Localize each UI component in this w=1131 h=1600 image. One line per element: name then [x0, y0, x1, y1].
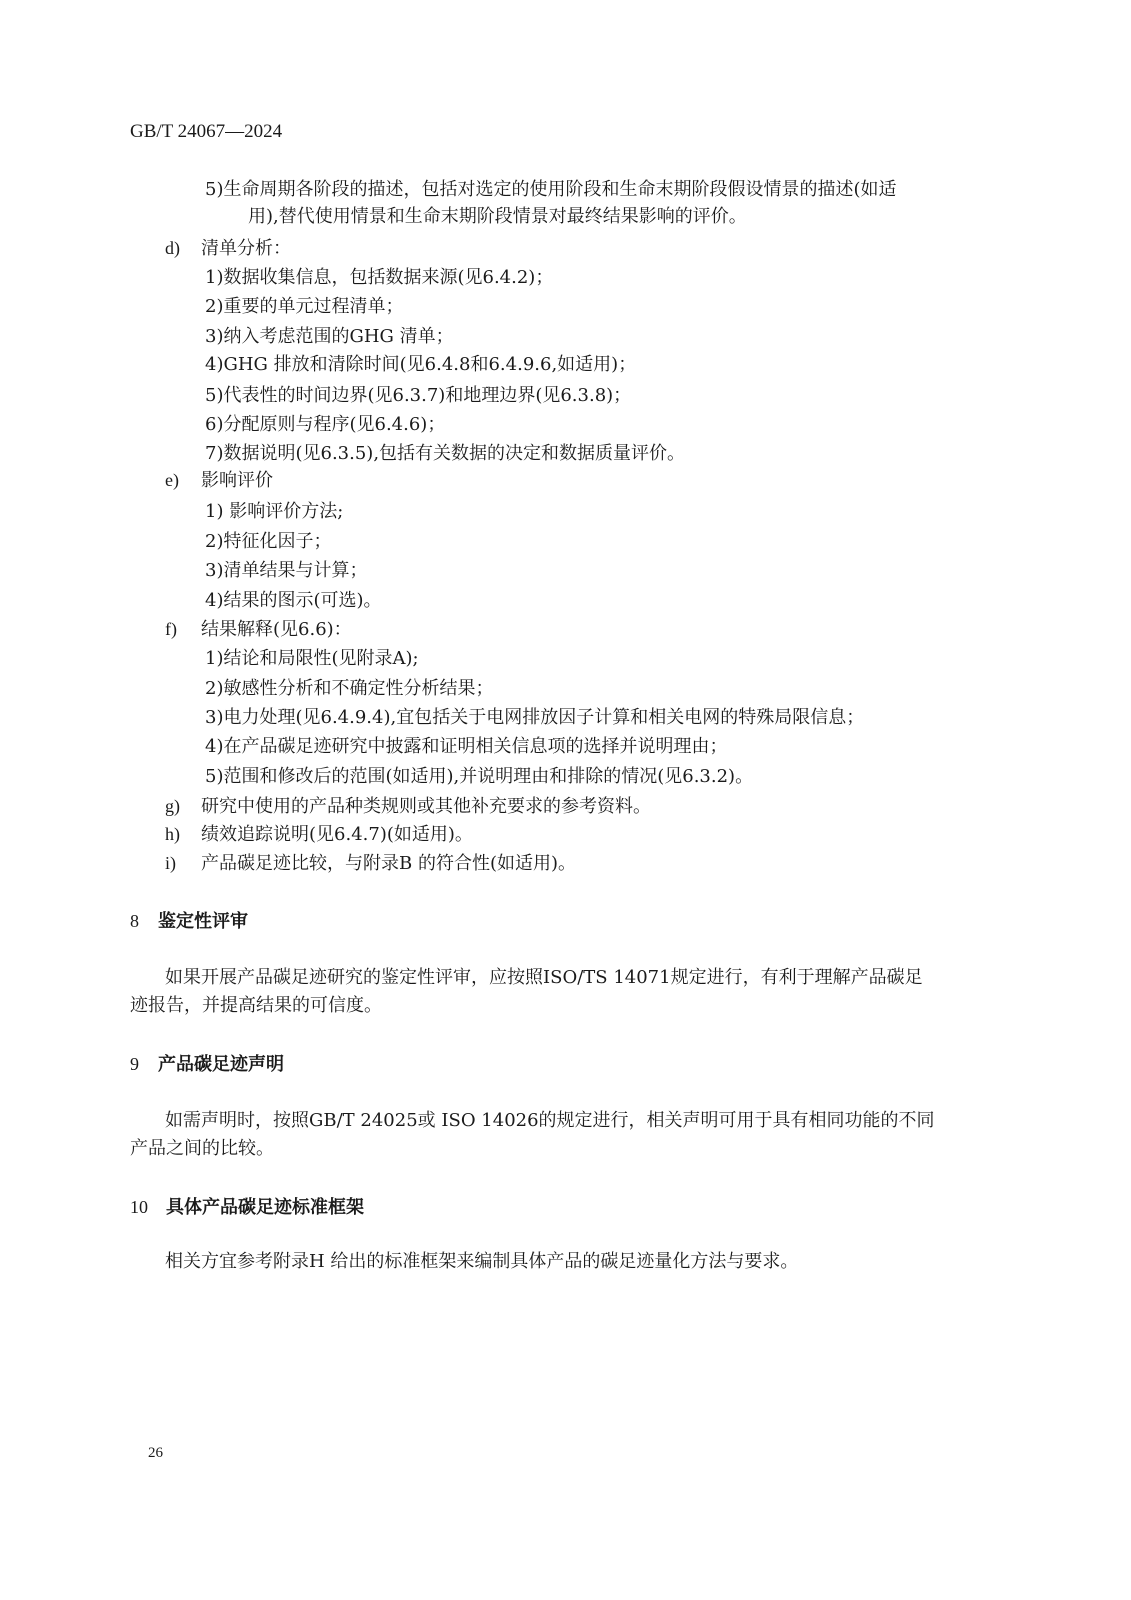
list-f-item-2: 2)敏感性分析和不确定性分析结果； — [205, 678, 494, 699]
list-f-item-5: 5)范围和修改后的范围(如适用),并说明理由和排除的情况(见6.3.2)。 — [205, 766, 754, 787]
page-number: 26 — [148, 1445, 163, 1461]
list-c-item-5-line-2: 用),替代使用情景和生命末期阶段情景对最终结果影响的评价。 — [248, 206, 747, 227]
list-i-text: 产品碳足迹比较，与附录B 的符合性(如适用)。 — [201, 853, 576, 874]
list-e-title: 影响评价 — [201, 470, 273, 491]
list-d-item-2: 2)重要的单元过程清单； — [205, 296, 404, 317]
list-e-item-1: 1) 影响评价方法; — [205, 501, 344, 522]
section-9-title: 产品碳足迹声明 — [158, 1054, 284, 1075]
section-9-paragraph-line-2: 产品之间的比较。 — [130, 1138, 274, 1159]
section-10-heading — [130, 1195, 364, 1220]
section-8-paragraph-line-2: 迹报告，并提高结果的可信度。 — [130, 995, 382, 1016]
section-8-title: 鉴定性评审 — [158, 911, 248, 932]
list-g-text: 研究中使用的产品种类规则或其他补充要求的参考资料。 — [201, 796, 651, 817]
list-f-heading — [165, 617, 352, 642]
list-d-title: 清单分析： — [201, 238, 291, 259]
list-e-item-4: 4)结果的图示(可选)。 — [205, 590, 382, 611]
section-9-number: 9 — [130, 1054, 139, 1074]
list-d-item-4: 4)GHG 排放和清除时间(见6.4.8和6.4.9.6,如适用)； — [205, 354, 637, 375]
section-8-heading — [130, 909, 248, 934]
list-h-text: 绩效追踪说明(见6.4.7)(如适用)。 — [201, 824, 473, 845]
list-g-marker: g) — [165, 796, 180, 816]
list-d-marker: d) — [165, 238, 180, 258]
section-9-heading — [130, 1052, 284, 1077]
list-d-item-3: 3)纳入考虑范围的GHG 清单； — [205, 326, 454, 347]
section-8-paragraph-line-1: 如果开展产品碳足迹研究的鉴定性评审，应按照ISO/TS 14071规定进行，有利于理解产品碳足 — [165, 967, 923, 988]
list-c-item-5-line-1: 5)生命周期各阶段的描述，包括对选定的使用阶段和生命末期阶段假设情景的描述(如适 — [205, 179, 897, 200]
list-f-marker: f) — [165, 619, 177, 639]
list-h-item — [165, 822, 473, 847]
list-f-title: 结果解释(见6.6)： — [201, 619, 352, 640]
list-i-marker: i) — [165, 853, 176, 873]
list-e-heading — [165, 468, 273, 493]
list-e-item-2: 2)特征化因子； — [205, 531, 332, 552]
list-f-item-3: 3)电力处理(见6.4.9.4),宜包括关于电网排放因子计算和相关电网的特殊局限信息； — [205, 707, 865, 728]
section-10-title: 具体产品碳足迹标准框架 — [166, 1197, 364, 1218]
list-d-item-7: 7)数据说明(见6.3.5),包括有关数据的决定和数据质量评价。 — [205, 443, 686, 464]
standard-id-header: GB/T 24067—2024 — [130, 121, 283, 142]
list-d-item-5: 5)代表性的时间边界(见6.3.7)和地理边界(见6.3.8)； — [205, 385, 632, 406]
list-f-item-4: 4)在产品碳足迹研究中披露和证明相关信息项的选择并说明理由； — [205, 736, 728, 757]
list-d-item-1: 1)数据收集信息，包括数据来源(见6.4.2)； — [205, 267, 554, 288]
section-8-number: 8 — [130, 911, 139, 931]
list-i-item — [165, 851, 576, 876]
list-d-heading — [165, 236, 291, 261]
section-10-number: 10 — [130, 1197, 148, 1217]
list-d-item-6: 6)分配原则与程序(见6.4.6)； — [205, 414, 446, 435]
list-h-marker: h) — [165, 824, 180, 844]
section-10-paragraph-line-1: 相关方宜参考附录H 给出的标准框架来编制具体产品的碳足迹量化方法与要求。 — [165, 1251, 799, 1272]
list-g-item — [165, 794, 651, 819]
list-e-marker: e) — [165, 470, 179, 490]
list-e-item-3: 3)清单结果与计算； — [205, 560, 368, 581]
section-9-paragraph-line-1: 如需声明时，按照GB/T 24025或 ISO 14026的规定进行，相关声明可用于具有相同功能的不同 — [165, 1110, 935, 1131]
list-f-item-1: 1)结论和局限性(见附录A); — [205, 648, 419, 669]
